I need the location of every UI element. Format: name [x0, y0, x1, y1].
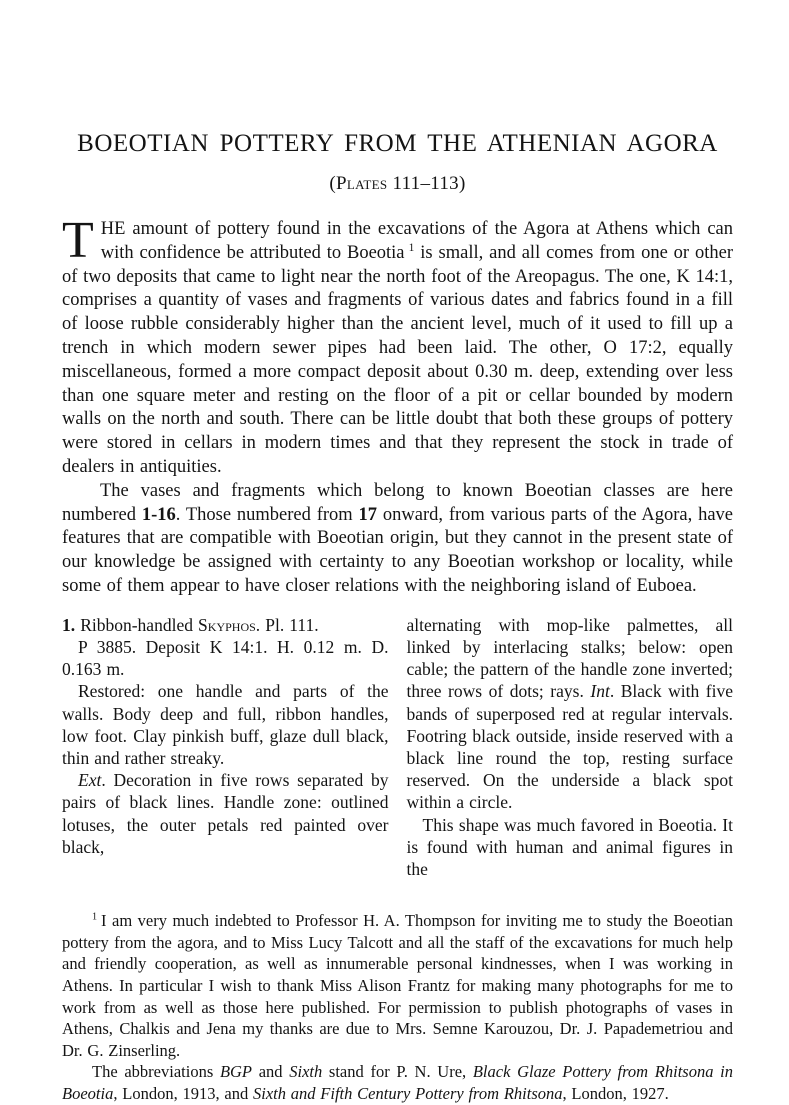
catalog-entry-exterior: Ext. Decoration in five rows separated by pairs of black lines. Handle zone: outlined lotuses, the outer petals red painted over black, [62, 770, 389, 857]
article-title: BOEOTIAN POTTERY FROM THE ATHENIAN AGORA [77, 130, 718, 157]
catalog-columns [62, 614, 733, 880]
catalog-column-right [407, 614, 734, 880]
drop-cap: T [62, 212, 94, 269]
intro-paragraph-text: HE amount of pottery found in the excavations of the Agora at Athens which can with confidence be attributed to Boeotia $^1$ is small, and all comes from one or other of two deposits that came to light near the north foot of the Areopagus. The one, K 14:1, comprises a quantity of vases and fragments of various dates and fabrics found in a fill of loose rubble considerably higher than the ancient level, much of it used to fill up a trench in which modern sewer pipes had been laid. The other, O 17:2, equally miscellaneous, formed a more compact deposit about 0.30 m. deep, extending over less than one square meter and resting on the floor of a pit or cellar bounded by modern walls on the north and south. There can be little doubt that both these groups of pottery were stored in cellars in modern times and that they represent the stock in trade of dealers in antiquities. [62, 219, 733, 477]
catalog-column-left [62, 614, 389, 880]
catalog-entry-heading: 1. Ribbon-handled Skyphos. Pl. 111. [62, 614, 319, 635]
catalog-entry-condition: Restored: one handle and parts of the walls. Body deep and full, ribbon handles, low foot. Clay pinkish buff, glaze dull black, thin and rather streaky. [62, 681, 389, 768]
intro-paragraph [62, 212, 733, 480]
footnote-1: $^1$ I am very much indebted to Professor H. A. Thompson for inviting me to study the Boeotian pottery from the agora, and to Miss Lucy Talcott and all the staff of the excavations for much help and friendly cooperation, as well as innumerable personal kindnesses, when I was working in Athens. In particular I wish to thank Miss Alison Frantz for making many photographs for me to work from as well as those here published. For permission to publish photographs of vases in Athens, Chalkis and Jena my thanks are due to Mrs. Semne Karouzou, Dr. J. Papademetriou and Dr. G. Zinserling. [62, 911, 733, 1060]
catalog-entry-continuation: alternating with mop-like palmettes, all linked by interlacing stalks; below: open cable; the pattern of the handle zone inverted; three rows of dots; rays. Int. Black with five bands of superposed red at regular intervals. Footring black outside, inside reserved with a black line round the top, resting surface reserved. On the underside a black spot within a circle. [406, 614, 733, 813]
catalog-entry-dimensions: P 3885. Deposit K 14:1. H. 0.12 m. D. 0.163 m. [62, 636, 389, 680]
plates-subtitle: (Plates 111–113) [329, 173, 466, 194]
footnotes-section [62, 910, 733, 1104]
footnote-abbreviations: The abbreviations BGP and Sixth stand for P. N. Ure, Black Glaze Pottery from Rhitsona in Boeotia, London, 1913, and Sixth and Fifth Century Pottery from Rhitsona, London, 1927. [62, 1062, 733, 1103]
catalog-entry-commentary: This shape was much favored in Boeotia. It is found with human and animal figures in the [406, 814, 733, 879]
numbering-paragraph: The vases and fragments which belong to known Boeotian classes are here numbered 1-16. Those numbered from 17 onward, from various parts of the Agora, have features that are compatible with Boeotian origin, but they cannot in the present state of our knowledge be assigned with certainty to any Boeotian workshop or locality, while some of them appear to have closer relations with the neighboring island of Euboea. [62, 480, 733, 596]
